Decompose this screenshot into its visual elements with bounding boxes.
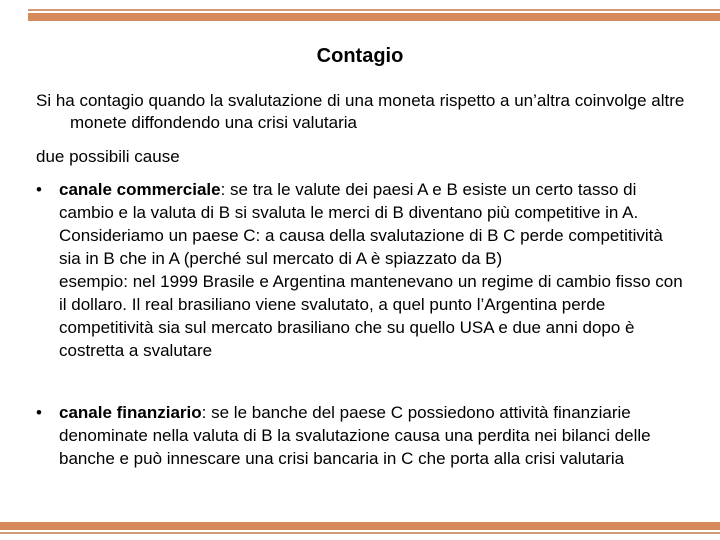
bullet-financial-channel — [36, 401, 686, 470]
bullet-marker: • — [36, 180, 42, 199]
bullet-text: : se tra le valute dei paesi A e B esiste un certo tasso di cambio e la valuta di B si svaluta le merci di B diventano più competitive in A. Consideriamo un paese C: a causa della svalutazione di B C perde competitività sia in B che in A (perché sul mercato di A è spiazzato da B) — [59, 180, 663, 268]
bullet-commercial-channel — [36, 178, 686, 362]
causes-label: due possibili cause — [36, 147, 180, 166]
intro-paragraph: Si ha contagio quando la svalutazione di una moneta rispetto a un’altra coinvolge altre monete diffondendo una crisi valutaria — [36, 91, 685, 132]
bottom-border-thick — [0, 522, 720, 530]
bullet-text: : se le banche del paese C possiedono attività finanziarie denominate nella valuta di B la svalutazione causa una perdita nei bilanci delle banche e può innescare una crisi bancaria in C che porta alla crisi valutaria — [59, 403, 651, 468]
bullet-marker: • — [36, 403, 42, 422]
top-border-thick — [28, 13, 720, 21]
slide-title: Contagio — [316, 45, 404, 67]
bullet-body — [59, 401, 686, 470]
bullet-example: esempio: nel 1999 Brasile e Argentina mantenevano un regime di cambio fisso con il dollaro. Il real brasiliano viene svalutato, a quel punto l’Argentina perde competitività sia sul mercato brasiliano che su quello USA e due anni dopo è costretta a svalutare — [59, 272, 683, 360]
bullet-term: canale finanziario — [59, 403, 202, 422]
bottom-border-thin — [0, 532, 720, 534]
bullet-body — [59, 178, 686, 362]
bullet-term: canale commerciale — [59, 180, 221, 199]
